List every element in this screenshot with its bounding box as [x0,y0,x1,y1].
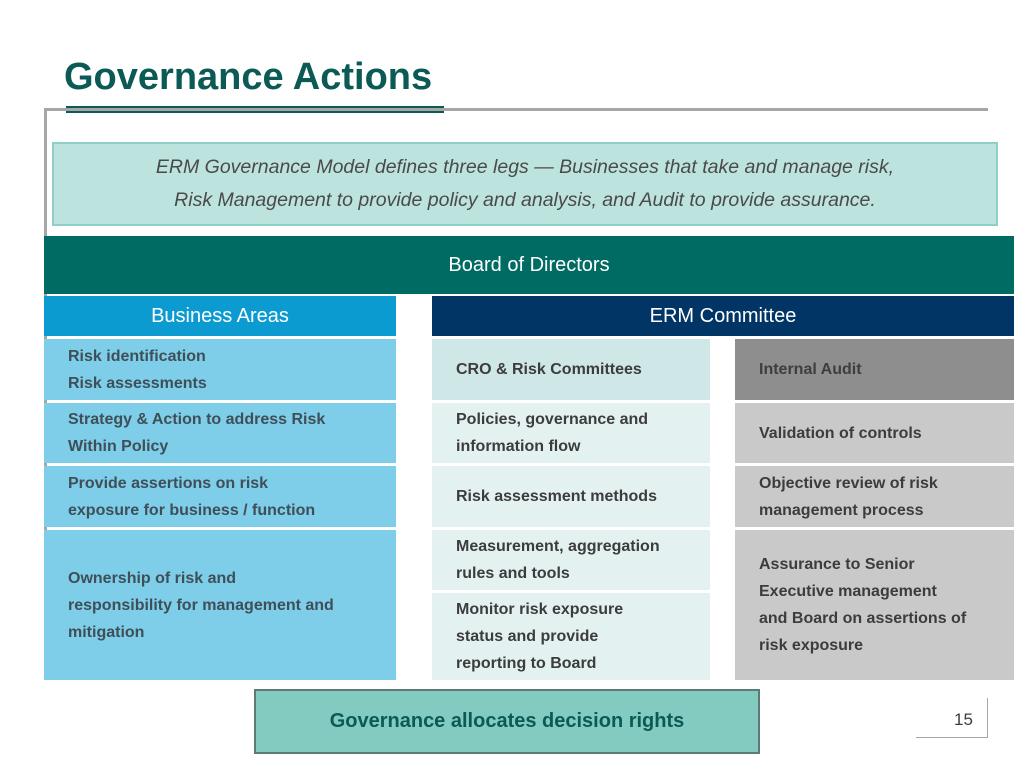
cro-cell-assessment-methods [432,466,710,527]
cell-line: Ownership of risk and [68,569,237,587]
cell-line: Policies, governance and [456,411,649,428]
cell-line: Strategy & Action to address Risk [68,411,326,428]
business-cell-provide-assertions [44,466,396,527]
intro-line-1: ERM Governance Model defines three legs — Businesses that take and manage risk, [155,156,895,178]
cell-line: and Board on assertions of [759,610,967,627]
cell-line: status and provide [456,628,599,645]
intro-box [52,142,998,226]
cell-line: Measurement, aggregation [456,538,660,555]
cell-line: CRO & Risk Committees [456,361,642,378]
audit-cell-validation [735,403,1014,463]
business-areas-header: Business Areas [44,296,396,336]
page-number-rule-h [916,737,988,738]
cell-line: information flow [456,438,581,455]
cell-line: Validation of controls [759,424,922,442]
cell-line: mitigation [68,623,145,641]
cell-line: rules and tools [456,565,570,582]
cell-line: Risk assessments [68,374,207,392]
cell-line: Executive management [759,583,937,600]
business-cell-risk-identification [44,339,396,400]
business-cell-ownership-of-risk [44,530,396,680]
cell-line: Internal Audit [759,361,862,378]
cro-cell-measurement [432,530,710,590]
cro-cell-policies [432,403,710,463]
frame-rule-top [44,108,988,111]
internal-audit-header [735,339,1014,400]
audit-cell-assurance [735,530,1014,680]
cell-line: Provide assertions on risk [68,474,269,492]
cell-line: Assurance to Senior [759,556,915,573]
board-of-directors-band: Board of Directors [44,236,1014,294]
erm-committee-header: ERM Committee [432,296,1014,336]
cell-line: Objective review of risk [759,474,938,492]
cell-line: Risk identification [68,347,206,365]
cell-line: management process [759,501,924,519]
intro-line-2: Risk Management to provide policy and analysis, and Audit to provide assurance. [174,189,876,211]
cell-line: risk exposure [759,637,864,654]
cro-cell-monitor-exposure [432,593,710,680]
page-title: Governance Actions [64,56,433,98]
cell-line: responsibility for management and [68,596,334,614]
cell-line: Within Policy [68,438,169,455]
page-number: 15 [954,710,973,729]
cell-line: reporting to Board [456,655,597,672]
cell-line: Risk assessment methods [456,488,657,505]
governance-callout: Governance allocates decision rights [254,689,760,754]
audit-cell-objective-review [735,466,1014,527]
cell-line: exposure for business / function [68,501,316,519]
cro-risk-committees-header [432,339,710,400]
cell-line: Monitor risk exposure [456,601,624,618]
business-cell-strategy-action [44,403,396,463]
page-number-rule-v [987,698,988,738]
